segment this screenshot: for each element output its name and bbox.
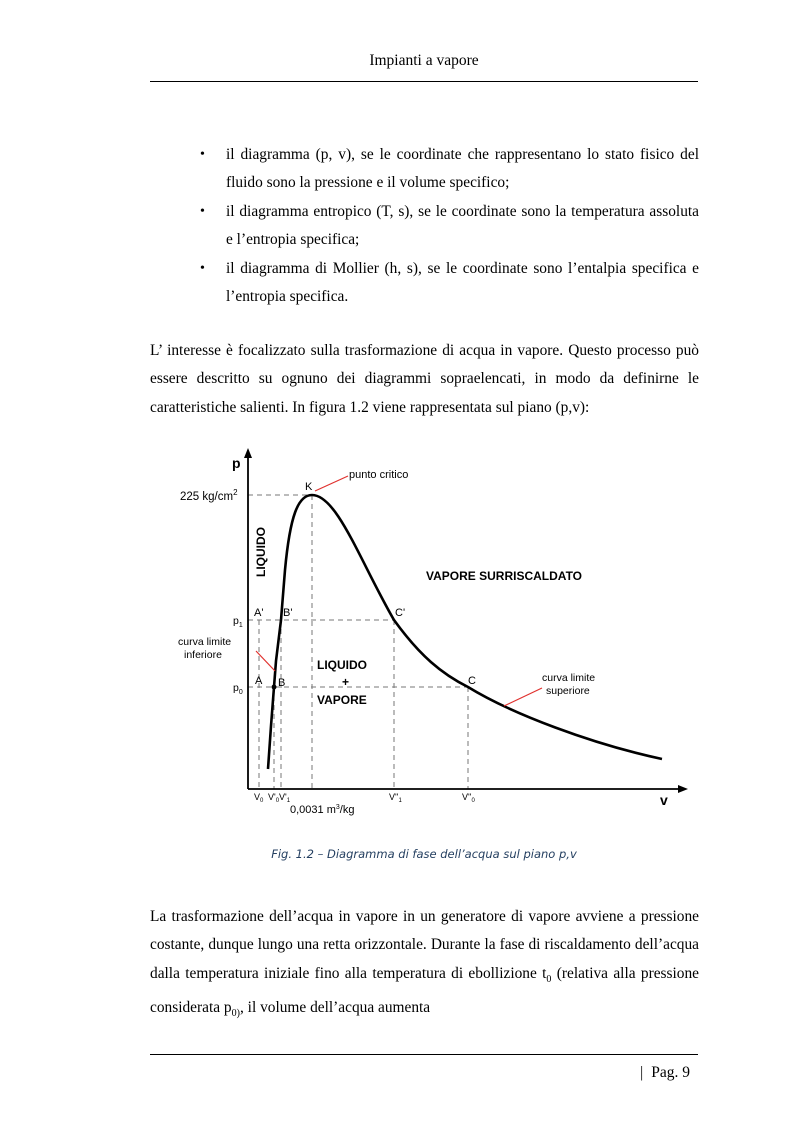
header-rule bbox=[150, 81, 698, 82]
point-b1-label: B' bbox=[283, 607, 293, 619]
p0-tick-label: $p_0$ bbox=[233, 682, 243, 696]
lower-curve-label-1: curva limite bbox=[178, 636, 232, 648]
x-axis-label: v bbox=[660, 792, 668, 808]
critical-volume-label: 0,0031 $m^3/kg$ bbox=[290, 804, 355, 816]
paragraph-intro: L’ interesse è focalizzato sulla trasformazione di acqua in vapore. Questo processo può essere descritto su ognuno dei diagrammi sopraelencati, in modo da definirne le caratteristiche salienti. In figura 1.2 viene rappresentata sul piano (p,v): bbox=[150, 342, 699, 416]
liquid-region-label: LIQUIDO bbox=[254, 527, 268, 577]
v1p-tick-label: $V'_1$ bbox=[279, 792, 291, 804]
bullet-item bbox=[196, 141, 699, 197]
critical-point-pointer bbox=[315, 476, 348, 491]
mixture-label-top: LIQUIDO bbox=[317, 658, 367, 672]
p1-tick-label: $p_1$ bbox=[233, 615, 243, 629]
y-axis-arrow-icon bbox=[244, 448, 252, 458]
bullet-text: il diagramma entropico (T, s), se le coordinate sono la temperatura assoluta e l’entropia specifica; bbox=[226, 203, 699, 248]
axes bbox=[248, 454, 682, 789]
bullet-list bbox=[196, 141, 699, 312]
v0pp-tick-label: $V''_0$ bbox=[462, 792, 475, 804]
footer-rule bbox=[150, 1054, 698, 1055]
page-separator: | bbox=[640, 1064, 644, 1081]
p0-subscript: 0) bbox=[231, 1008, 240, 1020]
x-axis-arrow-icon bbox=[678, 785, 688, 793]
critical-pressure-label: 225 $kg/cm^2$ bbox=[180, 488, 238, 503]
bullet-text: il diagramma di Mollier (h, s), se le coordinate sono l’entalpia specifica e l’entropia specifica. bbox=[226, 260, 699, 305]
v0-tick-label: $V_0$ bbox=[254, 792, 264, 804]
bullet-text: il diagramma (p, v), se le coordinate che rappresentano lo stato fisico del fluido sono la pressione e il volume specifico; bbox=[226, 146, 699, 191]
bullet-dot-icon: • bbox=[200, 147, 205, 162]
point-a1-label: A' bbox=[254, 607, 264, 619]
v0p-tick-label: $V'_0$ bbox=[268, 792, 280, 804]
superheated-region-label: VAPORE SURRISCALDATO bbox=[426, 569, 583, 583]
saturation-curve bbox=[268, 495, 662, 769]
bullet-item bbox=[196, 198, 699, 254]
bullet-item bbox=[196, 255, 699, 311]
upper-curve-label-1: curva limite bbox=[542, 672, 596, 684]
lower-curve-label-2: inferiore bbox=[184, 649, 222, 661]
header-title: Impianti a vapore bbox=[369, 52, 479, 69]
pv-phase-diagram bbox=[172, 446, 692, 820]
point-b-label: B bbox=[278, 677, 286, 689]
bullet-dot-icon: • bbox=[200, 261, 205, 276]
t0-subscript: 0 bbox=[546, 973, 552, 985]
upper-curve-pointer bbox=[504, 688, 542, 706]
point-b-marker bbox=[272, 685, 277, 690]
mixture-label-plus: + bbox=[342, 675, 350, 689]
point-a-label: A bbox=[255, 675, 263, 687]
upper-curve-label-2: superiore bbox=[546, 685, 590, 697]
point-c-label: C bbox=[468, 675, 476, 687]
critical-point-note: punto critico bbox=[349, 469, 409, 481]
page-number-text: Pag. 9 bbox=[651, 1064, 690, 1081]
mixture-label-bottom: VAPORE bbox=[317, 693, 367, 707]
page-number bbox=[640, 1064, 690, 1082]
y-axis-label: p bbox=[232, 455, 241, 471]
bullet-dot-icon: • bbox=[200, 204, 205, 219]
v1pp-tick-label: $V''_1$ bbox=[389, 792, 402, 804]
figure-caption: Fig. 1.2 – Diagramma di fase dell’acqua sul piano p,v bbox=[271, 847, 577, 861]
paragraph-body: La trasformazione dell’acqua in vapore in un generatore di vapore avviene a pressione costante, dunque lungo una retta orizzontale. Durante la fase di riscaldamento dell’acqua dalla temperatura iniziale fino alla temperatura di ebollizione $t_0$ (relativa alla pressione considerata $p_{0)}$, il volume dell’acqua aumenta bbox=[150, 908, 700, 1020]
critical-point-letter: K bbox=[305, 481, 313, 493]
point-c1-label: C' bbox=[395, 607, 406, 619]
